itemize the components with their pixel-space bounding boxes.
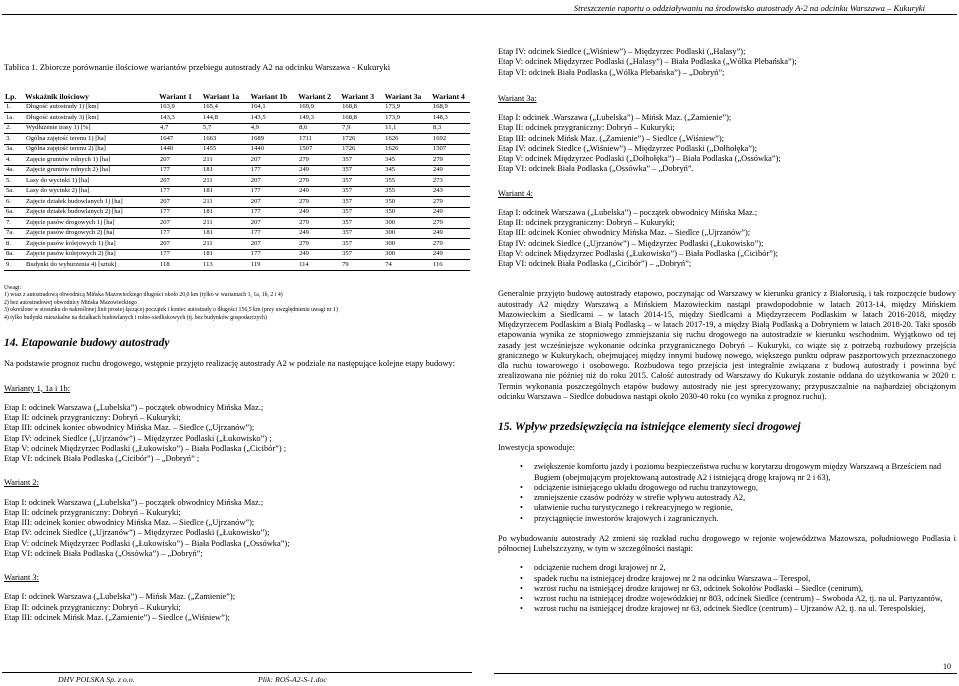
right-column <box>498 47 956 625</box>
column-header: Wariant 1b <box>245 92 293 102</box>
table-cell: 177 <box>154 207 197 218</box>
table-cell: 7a. <box>4 228 24 239</box>
table-cell: 181 <box>197 207 245 218</box>
table-cell: 119 <box>245 260 293 271</box>
table-cell: 118 <box>154 260 197 271</box>
comparison-table <box>4 92 470 270</box>
table-cell: 1692 <box>427 134 470 145</box>
table-cell: 357 <box>336 249 379 260</box>
table-cell: Ogólna zajętość terenu 2) [ha] <box>24 144 154 155</box>
table-cell: 207 <box>154 155 197 166</box>
etap-line: Etap II: odcinek przygraniczny: Dobryń – Kukuryki; <box>4 602 181 612</box>
footer-company: DHV POLSKA Sp. z o.o. <box>58 675 135 684</box>
table-cell: 357 <box>336 165 379 176</box>
table-cell: 279 <box>427 197 470 208</box>
table-cell: 114 <box>293 260 336 271</box>
etap-line: Etap II: odcinek przygraniczny: Dobryń – Kukuryki; <box>498 123 675 133</box>
table-cell: Długość autostrady 3) [km] <box>24 113 154 124</box>
table-cell: 357 <box>336 218 379 229</box>
table-cell: 79 <box>336 260 379 271</box>
etap-line: Etap III: odcinek Koniec obwodnicy Mińska Maz. – Siedlce („Ujrzanów”); <box>498 228 751 238</box>
staging-paragraph: Generalnie przyjęto budowę autostrady etapowo, poczynając od Warszawy w kierunku granicy z Białorusią, i tak rozpoczęcie budowy autostrady A2 między Warszawą a Mińskiem Mazowieckim nastąpi prawdopodobnie w latach 2013-14, między Mińskiem Mazowieckim a Siedlcami – w latach 2014-15, między Siedlcami a Międzyrzecem Podlaskim w latach 2016-2018, między Międzyrzecem Podlaskim a Białą Podlaską – w latach 2017-19, a między Białą Podlaską a Dobryniem w latach 2018-20. Taki sposób etapowania wynika ze stopniowego zmniejszania się ruchu drogowego na autostradzie w kierunku wschodnim. Wyjątkowo od tej zasady jest wcześniejsze wykonanie odcinka przygranicznego Dobryń – Kukuryki, co wiąże się z potrzebą rozbudowy przejścia granicznego w Kukurykach, obejmującej między innymi budowę nowego, większego punktu odpraw paszportowych przeznaczonego dla ruchu towarowego i osobowego. Rozbudowa tego przejścia jest integralnie związana z budową autostrady i powinna być zrealizowana nie później niż do roku 2015. Całość autostrady od Warszawy do Kukuryk zostanie oddana do użytkowania w 2020 r. Termin wykonania poszczególnych etapów budowy autostrady nie jest sprecyzowany; przypuszczalnie na najbardziej obciążonym odcinku Warszawa – Siedlce dobudowa nastąpi około 2030-40 roku (co wynika z prognoz ruchu). <box>498 289 956 401</box>
table-cell: Zajęcie gruntów rolnych 2) [ha] <box>24 165 154 176</box>
etap-line: Etap I: odcinek .Warszawa („Lubelska”) – Mińsk Maz. („Zamienie”); <box>498 113 732 122</box>
table-cell: 181 <box>197 165 245 176</box>
table-row <box>4 249 470 260</box>
column-header: Wariant 3a <box>379 92 427 102</box>
table-row <box>4 260 470 271</box>
table-cell: 116 <box>427 260 470 271</box>
table-cell: 177 <box>154 249 197 260</box>
table-cell: 143,5 <box>245 113 293 124</box>
table-cell: 148,3 <box>427 113 470 124</box>
table-cell: Długość autostrady 1) [km] <box>24 102 154 113</box>
bullet-item: • zwiększenie komfortu jazdy i poziomu bezpieczeństwa ruchu w korytarzu drogowym między Warszawą a Brześciem nad Bugiem (obejmującym projektowaną autostradę A2 i istniejącą drogę krajową nr 2 i 63), <box>522 462 956 483</box>
table-cell: 149,3 <box>293 113 336 124</box>
table-cell: 249 <box>293 186 336 197</box>
note-line: Uwagi: <box>4 284 22 291</box>
table-cell: 345 <box>379 165 427 176</box>
etap-line: Etap V: odcinek Międzyrzec Podlaski („Halasy”) – Biała Podlaska („Wólka Plebańska”); <box>498 57 797 67</box>
table-cell: 1626 <box>379 144 427 155</box>
table-cell: 249 <box>293 249 336 260</box>
investment-label: Inwestycja spowoduje: <box>498 443 575 453</box>
table-cell: 3a. <box>4 144 24 155</box>
variant-title: Wariant 3a: <box>498 93 537 103</box>
section-14-intro: Na podstawie prognoz ruchu drogowego, wstępnie przyjęto realizację autostrady A2 w podziale na następujące kolejne etapy budowy: <box>4 359 455 369</box>
page-number-rule <box>494 673 957 674</box>
note-line: 2) bez autostradowej obwodnicy Mińska Mazowieckiego <box>4 299 137 306</box>
table-cell: Zajęcie pasów drogowych 1) [ha] <box>24 218 154 229</box>
etap-line: Etap I: odcinek Warszawa („Lubelska”) – początek obwodnicy Mińska Maz.; <box>4 497 264 507</box>
table-cell: 173,9 <box>379 102 427 113</box>
table-cell: 177 <box>154 165 197 176</box>
table-cell: 249 <box>427 249 470 260</box>
table-cell: 249 <box>427 165 470 176</box>
etap-line: Etap II: odcinek przygraniczny: Dobryń – Kukuryki; <box>498 218 675 227</box>
left-column <box>4 62 470 623</box>
column-header: Wariant 3 <box>336 92 379 102</box>
table-cell: 5a. <box>4 186 24 197</box>
table-row <box>4 134 470 145</box>
table-cell: 279 <box>293 239 336 250</box>
table-cell: 9. <box>4 260 24 271</box>
table-cell: 350 <box>379 197 427 208</box>
table-cell: 350 <box>379 207 427 218</box>
table-cell: Zajęcie działek budowlanych 2) [ha] <box>24 207 154 218</box>
table-cell: 6. <box>4 197 24 208</box>
table-cell: 300 <box>379 228 427 239</box>
table-cell: 1440 <box>154 144 197 155</box>
table-cell: 1711 <box>293 134 336 145</box>
table-cell: 8,3 <box>427 123 470 134</box>
table-cell: 300 <box>379 218 427 229</box>
table-cell: 11,1 <box>379 123 427 134</box>
table-row <box>4 123 470 134</box>
table-cell: 273 <box>427 176 470 187</box>
table-row <box>4 113 470 124</box>
etap-line: Etap II: odcinek przygraniczny: Dobryń – Kukuryki; <box>4 413 181 423</box>
table-cell: 279 <box>293 155 336 166</box>
table-cell: 164,1 <box>245 102 293 113</box>
traffic-paragraph: Po wybudowaniu autostrady A2 zmieni się rozkład ruchu drogowego w rejonie województwa Mazowsza, południowego Podlasia i północnej Lubelszczyzny, w tym w szczególności nastąpi: <box>498 533 956 554</box>
table-cell: 1689 <box>245 134 293 145</box>
left-variants <box>4 384 470 624</box>
investment-bullets <box>522 462 956 524</box>
table-cell: Zajęcie pasów kolejowych 1) [ha] <box>24 239 154 250</box>
table-cell: Zajęcie działek budowlanych 1) [ha] <box>24 197 154 208</box>
table-cell: 211 <box>197 239 245 250</box>
header-rule <box>2 14 957 15</box>
table-cell: 357 <box>336 176 379 187</box>
table-cell: 357 <box>336 228 379 239</box>
column-header: Wskaźnik ilościowy <box>24 92 154 102</box>
table-cell: 355 <box>379 176 427 187</box>
table-cell: Budynki do wyburzenia 4) [sztuk] <box>24 260 154 271</box>
table-cell: 279 <box>293 218 336 229</box>
table-cell: 211 <box>197 176 245 187</box>
table-cell: 113 <box>197 260 245 271</box>
table-cell: 357 <box>336 207 379 218</box>
table-cell: 177 <box>245 228 293 239</box>
right-variants <box>498 94 956 270</box>
etap-line: Etap IV: odcinek Siedlce („Wiśniew”) – Międzyrzec Podlaski („Dołhołęka”); <box>498 143 758 153</box>
bullet-item: • wzrost ruchu na istniejącej drodze wojewódzkiej nr 803, odcinek Siedlce (centrum) – Swoboda A2, tj. na ul. Partyzantów, <box>522 594 956 604</box>
variant-title: Wariant 4: <box>498 188 533 198</box>
table-cell: 144,8 <box>197 113 245 124</box>
note-line: 4) tylko budynki mieszkalne na działkach budowlanych i rolno-siedliskowych (tj. bez budynków gospodarczych) <box>4 314 267 321</box>
table-cell: 1. <box>4 102 24 113</box>
bullet-item: • wzrost ruchu na istniejącej drodze krajowej nr 63, odcinek Sokołów Podlaski – Siedlce (centrum), <box>522 584 956 594</box>
traffic-bullets <box>522 563 956 614</box>
table-cell: 249 <box>293 165 336 176</box>
bullet-item: • odciążenie istniejącego układu drogowego od ruchu tranzytowego, <box>522 483 956 493</box>
etap-line: Etap I: odcinek Warszawa („Lubelska”) – początek obwodnicy Mińska Maz.; <box>498 207 758 217</box>
column-header: Wariant 2 <box>293 92 336 102</box>
table-cell: Zajęcie pasów drogowych 2) [ha] <box>24 228 154 239</box>
table-cell: 181 <box>197 249 245 260</box>
table-cell: Ogólna zajętość terenu 1) [ha] <box>24 134 154 145</box>
table-cell: 279 <box>293 197 336 208</box>
table-row <box>4 155 470 166</box>
etap-line: Etap III: odcinek Mińsk Maz. („Zamienie”) – Siedlce („Wiśniew”); <box>498 133 724 143</box>
etap-line: Etap III: odcinek Mińsk Maz. („Zamienie”) – Siedlce („Wiśniew”); <box>4 612 230 622</box>
etap-line: Etap VI: odcinek Biała Podlaska („Ossówka” – „Dobryń”. <box>498 164 694 174</box>
table-cell: 207 <box>245 176 293 187</box>
running-header: Streszczenie raportu o oddziaływaniu na środowisko autostrady A-2 na odcinku Warszawa – Kukuryki <box>573 3 925 13</box>
etap-line: Etap IV: odcinek Siedlce („Ujrzanów”) – Międzyrzec Podlaski („Łukowisko”) ; <box>4 433 272 443</box>
table-cell: Lasy do wycinki 2) [ha] <box>24 186 154 197</box>
table-cell: 7,9 <box>336 123 379 134</box>
table-cell: 168,8 <box>336 102 379 113</box>
table-cell: 181 <box>197 228 245 239</box>
table-cell: 357 <box>336 197 379 208</box>
table-cell: 1726 <box>336 134 379 145</box>
section-14-title: 14. Etapowanie budowy autostrady <box>4 337 170 350</box>
table-cell: 177 <box>245 186 293 197</box>
table-cell: 4,9 <box>245 123 293 134</box>
table-cell: 207 <box>154 239 197 250</box>
table-title: Tablica 1. Zbiorcze porównanie ilościowe wariantów przebiegu autostrady A2 na odcinku Warszawa - Kukuryki <box>4 62 391 72</box>
bullet-item: • przyciągnięcie inwestorów krajowych i zagranicznych. <box>522 514 956 524</box>
etap-line: Etap V: odcinek Międzyrzec Podlaski („Dołhołęka”) – Biała Podlaska („Ossówka”); <box>498 154 781 163</box>
table-cell: 169,9 <box>293 102 336 113</box>
bullet-item: • zmniejszenie czasów podróży w strefie wpływu autostrady A2, <box>522 493 956 503</box>
table-cell: 7. <box>4 218 24 229</box>
variant-title: Warianty 1, 1a i 1b: <box>4 383 71 393</box>
table-cell: 207 <box>245 218 293 229</box>
table-cell: 355 <box>379 186 427 197</box>
footer-file: Plik: ROŚ-A2-S-1.doc <box>258 675 327 684</box>
table-cell: 165,4 <box>197 102 245 113</box>
etap-line: Etap III: odcinek koniec obwodnicy Mińska Maz. – Siedlce („Ujrzanów”); <box>4 423 255 433</box>
table-cell: 211 <box>197 197 245 208</box>
table-row <box>4 197 470 208</box>
table-cell: 168,9 <box>427 102 470 113</box>
table-cell: 249 <box>293 228 336 239</box>
column-header: Wariant 1a <box>197 92 245 102</box>
table-cell: 279 <box>427 155 470 166</box>
table-cell: 6a. <box>4 207 24 218</box>
table-cell: 1726 <box>336 144 379 155</box>
bullet-item: • spadek ruchu na istniejącej drodze krajowej nr 2 na odcinku Warszawa – Terespol, <box>522 574 956 584</box>
footer-rule <box>2 672 472 673</box>
table-row <box>4 165 470 176</box>
table-cell: 177 <box>154 186 197 197</box>
table-cell: 300 <box>379 249 427 260</box>
bullet-item: • ułatwienie ruchu turystycznego i rekreacyjnego w regionie, <box>522 503 956 513</box>
etap-line: Etap V: odcinek Międzyrzec Podlaski („Łukowisko”) – Biała Podlaska („Cicibór”) ; <box>4 443 287 453</box>
etap-line: Etap VI: odcinek Biała Podlaska („Wólka Plebańska”) – „Dobryń”; <box>498 67 725 77</box>
table-cell: 345 <box>379 155 427 166</box>
table-cell: 207 <box>245 197 293 208</box>
table-row <box>4 186 470 197</box>
table-cell: 1626 <box>379 134 427 145</box>
page-number: 10 <box>943 662 951 671</box>
table-cell: 177 <box>245 249 293 260</box>
etap-line: Etap IV: odcinek Siedlce („Ujrzanów”) – Międzyrzec Podlaski („Łukowisko”); <box>4 528 270 538</box>
variant-title: Wariant 3: <box>4 573 39 583</box>
table-cell: 4a. <box>4 165 24 176</box>
etap-line: Etap V: odcinek Międzyrzec Podlaski („Łukowisko”) – Biała Podlaska („Cicibór”); <box>498 248 778 258</box>
table-cell: 8a. <box>4 249 24 260</box>
variant-title: Wariant 2: <box>4 478 39 488</box>
table-cell: 3. <box>4 134 24 145</box>
table-cell: 279 <box>427 239 470 250</box>
table-cell: 207 <box>245 239 293 250</box>
table-cell: 74 <box>379 260 427 271</box>
table-cell: 4. <box>4 155 24 166</box>
table-cell: 1440 <box>245 144 293 155</box>
etap-line: Etap VI: odcinek Biała Podlaska („Cicibór”) – „Dobryń” ; <box>4 454 200 464</box>
table-cell: Zajęcie pasów kolejowych 2) [ha] <box>24 249 154 260</box>
table-cell: 207 <box>245 155 293 166</box>
table-cell: 143,3 <box>154 113 197 124</box>
table-cell: 211 <box>197 218 245 229</box>
table-cell: 8. <box>4 239 24 250</box>
table-cell: 249 <box>427 207 470 218</box>
table-cell: 357 <box>336 186 379 197</box>
table-cell: 5,7 <box>197 123 245 134</box>
table-cell: 2. <box>4 123 24 134</box>
table-cell: 177 <box>245 165 293 176</box>
etap-line: Etap I: odcinek Warszawa („Lubelska”) – początek obwodnicy Mińska Maz.; <box>4 402 264 412</box>
table-cell: 177 <box>154 228 197 239</box>
table-cell: Lasy do wycinki 1) [ha] <box>24 176 154 187</box>
column-header: Lp. <box>4 92 24 102</box>
table-cell: 279 <box>427 218 470 229</box>
table-cell: 243 <box>427 186 470 197</box>
table-cell: Zajęcie gruntów rolnych 1) [ha] <box>24 155 154 166</box>
etap-line: Etap VI: odcinek Biała Podlaska („Ossówka”) – „Dobryń”; <box>4 548 203 558</box>
table-row <box>4 144 470 155</box>
etap-line: Etap IV: odcinek Siedlce („Wiśniew”) – Międzyrzec Podlaski („Halasy”); <box>498 47 746 56</box>
table-row <box>4 176 470 187</box>
table-row <box>4 239 470 250</box>
table-cell: 1663 <box>197 134 245 145</box>
table-row <box>4 228 470 239</box>
table-cell: 357 <box>336 239 379 250</box>
table-cell: 249 <box>427 228 470 239</box>
note-line: 3) określone w stosunku do nakreślonej linii prostej łączącej początek i koniec autostrady o długości 156,5 km (przy uwzględnieniu uwagi nr 1) <box>4 307 338 314</box>
table-cell: 1647 <box>154 134 197 145</box>
table-cell: 8,6 <box>293 123 336 134</box>
table-cell: 1a. <box>4 113 24 124</box>
table-cell: 279 <box>293 176 336 187</box>
etap-line: Etap V: odcinek Międzyrzec Podlaski („Łukowisko”) – Biała Podlaska („Ossówka”); <box>4 538 290 548</box>
table-row <box>4 218 470 229</box>
table-cell: 4,7 <box>154 123 197 134</box>
wariant-3-continued <box>498 47 956 78</box>
table-cell: 300 <box>379 239 427 250</box>
table-cell: 1507 <box>427 144 470 155</box>
table-cell: 177 <box>245 207 293 218</box>
etap-line: Etap VI: odcinek Biała Podlaska („Cicibór”) – „Dobryń”; <box>498 259 692 268</box>
table-cell: 207 <box>154 218 197 229</box>
bullet-item: • wzrost ruchu na istniejącej drodze krajowej nr 63, odcinek Siedlce (centrum) – Ujrzanów A2, tj. na ul. Terespolskiej, <box>522 604 956 614</box>
etap-line: Etap II: odcinek przygraniczny: Dobryń – Kukuryki; <box>4 507 181 517</box>
table-cell: 211 <box>197 155 245 166</box>
table-cell: 1455 <box>197 144 245 155</box>
table-cell: 5. <box>4 176 24 187</box>
table-cell: 249 <box>293 207 336 218</box>
table-cell: 1507 <box>293 144 336 155</box>
table-cell: 181 <box>197 186 245 197</box>
table-cell: 207 <box>154 176 197 187</box>
bullet-item: • odciążenie ruchem drogi krajowej nr 2, <box>522 563 956 573</box>
table-row <box>4 207 470 218</box>
table-cell: 163,9 <box>154 102 197 113</box>
table-cell: 168,8 <box>336 113 379 124</box>
section-15-title: 15. Wpływ przedsięwzięcia na istniejące elementy sieci drogowej <box>498 421 801 433</box>
column-header: Wariant 1 <box>154 92 197 102</box>
table-cell: 207 <box>154 197 197 208</box>
etap-line: Etap IV: odcinek Siedlce („Ujrzanów”) – Międzyrzec Podlaski („Łukowisko”); <box>498 238 764 248</box>
etap-line: Etap III: odcinek koniec obwodnicy Mińska Maz. – Siedlce („Ujrzanów”); <box>4 518 255 528</box>
etap-line: Etap I: odcinek Warszawa („Lubelska”) – Mińsk Maz. („Zamienie”); <box>4 592 236 602</box>
table-row <box>4 102 470 113</box>
table-cell: 357 <box>336 155 379 166</box>
table-notes <box>4 285 470 323</box>
table-cell: 173,9 <box>379 113 427 124</box>
column-header: Wariant 4 <box>427 92 470 102</box>
note-line: 1) wraz z autostradową obwodnicą Mińska Mazowieckiego długości około 20,0 km (tylko w wariantach 1, 1a, 1b, 2 i 4) <box>4 292 283 299</box>
table-cell: Wydłużenie trasy 1) [%] <box>24 123 154 134</box>
